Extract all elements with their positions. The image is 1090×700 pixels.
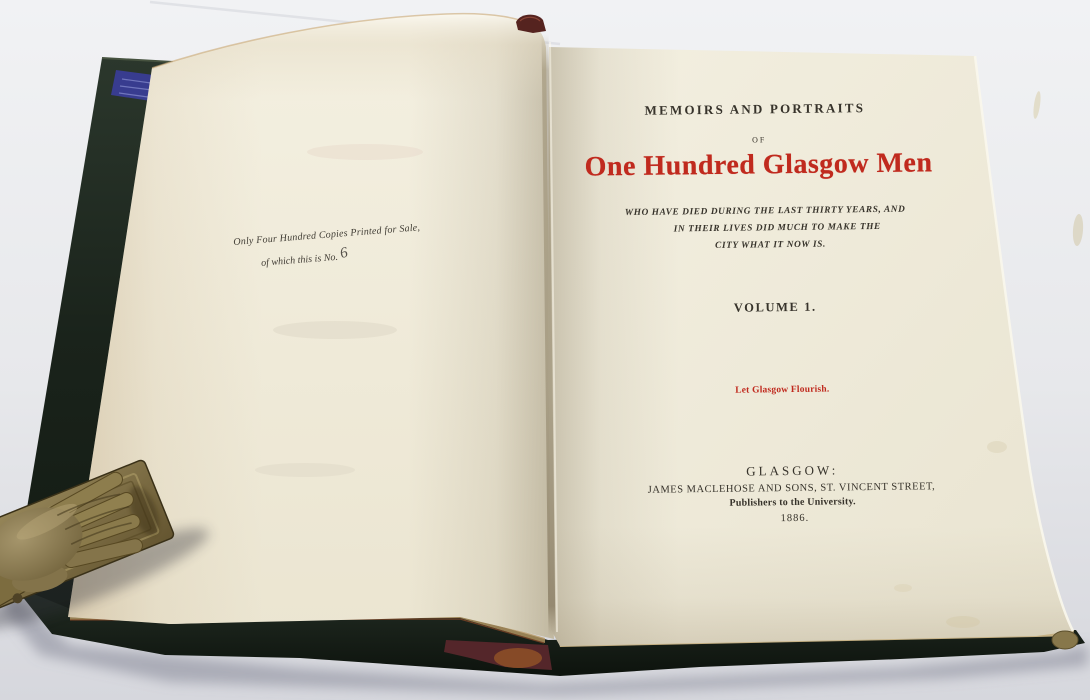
subtitle-line2: IN THEIR LIVES DID MUCH TO MAKE THE [673,221,881,235]
handwritten-copy-number: 6 [338,244,350,263]
subtitle-line1: WHO HAVE DIED DURING THE LAST THIRTY YEARS, AND [624,204,906,219]
main-title: One Hundred Glasgow Men [584,147,933,183]
imprint-publisher: JAMES MACLEHOSE AND SONS, ST. VINCENT STREET, [647,481,936,496]
of-word: OF [752,135,767,145]
limitation-line1: Only Four Hundred Copies Printed for Sale, [233,222,421,248]
series-title: MEMOIRS AND PORTRAITS [644,100,866,118]
bottom-right-cover-corner [1052,631,1078,649]
subtitle-line3: CITY WHAT IT NOW IS. [715,239,826,251]
city-motto: Let Glasgow Flourish. [735,384,830,396]
imprint-city: GLASGOW: [746,462,839,479]
volume-number: VOLUME 1. [733,299,817,315]
imprint-dedication: Publishers to the University. [729,496,856,509]
limitation-line2-prefix: of which this is No. [260,251,339,269]
spine-foot-wear-spot [494,648,542,668]
imprint-year: 1886. [780,512,810,525]
